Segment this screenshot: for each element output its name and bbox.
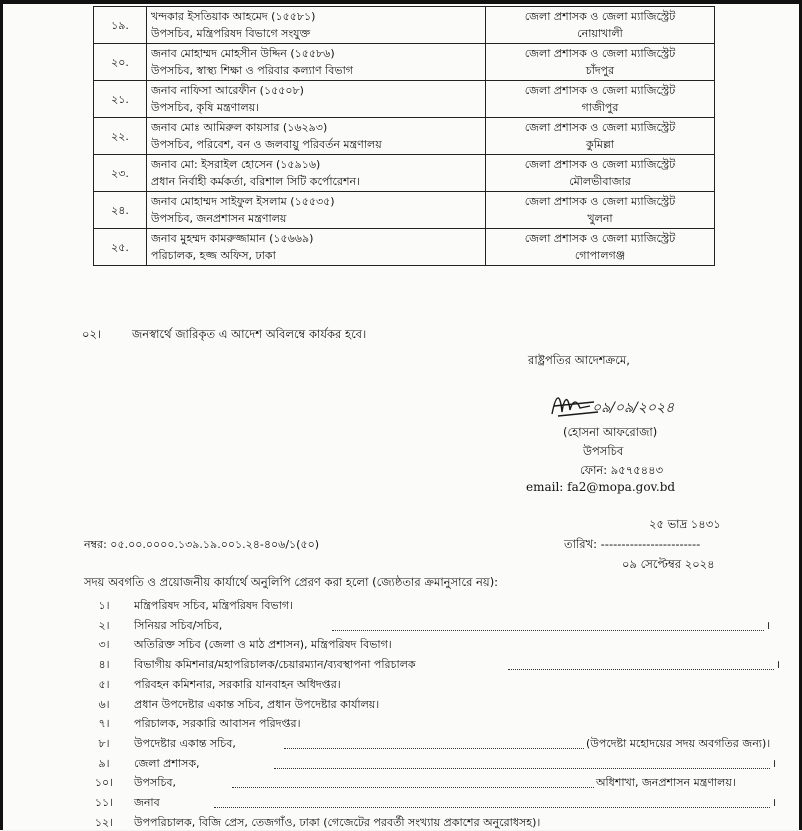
cc-text: উপদেষ্টার একান্ত সচিব, [134, 736, 236, 750]
bangla-date: ২৫ ভাদ্র ১৪৩১ [649, 517, 721, 531]
posting-district: গোপালগঞ্জ [574, 249, 626, 262]
list-item [84, 736, 771, 752]
officer-cell [147, 7, 486, 44]
posting-cell [486, 229, 715, 266]
posting-district: নোয়াখালী [577, 27, 623, 40]
table-row [94, 7, 715, 44]
posting-cell [486, 7, 715, 44]
officer-name: জনাব মুহম্মদ কামরুজ্জামান (১৫৬৬৯) [151, 232, 314, 245]
posting-district: গাজীপুর [581, 101, 619, 114]
officer-designation: পরিচালক, হজ্জ অফিস, ঢাকা [151, 249, 276, 262]
list-item [84, 815, 704, 831]
cc-text: উপসচিব, [134, 776, 177, 790]
cc-text-tail: (উপদেষ্টা মহোদয়ের সদয় অবগতির জন্য)। [586, 736, 771, 750]
cc-text-tail: । [772, 756, 777, 770]
officer-designation: উপসচিব, জনপ্রশাসন মন্ত্রণালয় [151, 212, 287, 225]
officer-name: জনাব মো: ইসরাইল হোসেন (১৫৯১৬) [151, 158, 321, 171]
serial-number: ২৩. [94, 155, 147, 192]
cc-text-tail: অধিশাখা, জনপ্রশাসন মন্ত্রণালয়। [596, 776, 736, 790]
list-item [84, 716, 704, 732]
posting-district: কুমিল্লা [586, 138, 614, 151]
cc-text: পরিবহন কমিশনার, সরকারি যানবাহন অধিদপ্তর। [134, 677, 341, 691]
fill-in-line [274, 758, 770, 769]
list-item [84, 657, 781, 673]
cc-intro: সদয় অবগতি ও প্রয়োজনীয় কার্যার্থে অনুলিপি প্রেরণ করা হলো (জ্যেষ্ঠতার ক্রমানুসারে নয়): [84, 575, 499, 589]
posting-title: জেলা প্রশাসক ও জেলা ম্যাজিস্ট্রেট [524, 84, 676, 97]
cc-number: ৬। [98, 697, 110, 711]
serial-number: ২০. [94, 44, 147, 81]
officer-designation: উপসচিব, পরিবেশ, বন ও জলবায়ু পরিবর্তন মন্ত্রণালয় [151, 138, 382, 151]
cc-text-tail: । [772, 796, 777, 809]
cc-number: ১০। [94, 776, 114, 790]
serial-number: ২১. [94, 81, 147, 118]
cc-text: উপপরিচালক, বিজি প্রেস, তেজগাঁও, ঢাকা (গেজেটের পরবর্তী সংখ্যায় প্রকাশের অনুরোধসহ)। [134, 815, 541, 829]
scan-edge-top [0, 0, 802, 4]
order-line: রাষ্ট্রপতির আদেশক্রমে, [528, 353, 630, 367]
cc-text: অতিরিক্ত সচিব (জেলা ও মাঠ প্রশাসন), মন্ত্রিপরিষদ বিভাগ। [134, 638, 392, 652]
officer-cell [147, 118, 486, 155]
officer-cell [147, 155, 486, 192]
signatory-title: উপসচিব [583, 444, 624, 458]
scan-edge-left [0, 0, 3, 830]
english-date: ০৯ সেপ্টেম্বর ২০২৪ [622, 557, 715, 571]
list-item [84, 775, 736, 791]
postings-table [93, 6, 715, 266]
posting-title: জেলা প্রশাসক ও জেলা ম্যাজিস্ট্রেট [524, 47, 676, 60]
cc-number: ৯। [98, 756, 110, 770]
officer-designation: প্রধান নির্বাহী কর্মকর্তা, বরিশাল সিটি কর্পোরেশন। [151, 175, 361, 188]
posting-cell [486, 44, 715, 81]
date-label: তারিখ: ------------------------ [564, 537, 701, 551]
posting-cell [486, 192, 715, 229]
cc-text: মন্ত্রিপরিষদ সচিব, মন্ত্রিপরিষদ বিভাগ। [134, 599, 294, 612]
cc-number: ১২। [94, 815, 114, 829]
list-item [84, 618, 771, 634]
posting-title: জেলা প্রশাসক ও জেলা ম্যাজিস্ট্রেট [524, 121, 676, 134]
cc-text: সিনিয়র সচিব/সচিব, [134, 618, 223, 632]
posting-cell [486, 81, 715, 118]
posting-district: খুলনা [587, 212, 613, 225]
serial-number: ২২. [94, 118, 147, 155]
cc-number: ৭। [98, 717, 110, 731]
list-item [84, 637, 704, 653]
fill-in-line [284, 738, 584, 749]
officer-designation: উপসচিব, মন্ত্রিপরিষদ বিভাগে সংযুক্ত [151, 27, 311, 40]
posting-cell [486, 118, 715, 155]
cc-number: ১১। [94, 796, 114, 809]
serial-number: ২৫. [94, 229, 147, 266]
signature-date: ০৯/০৯/২০২৪ [592, 400, 675, 416]
fill-in-line [332, 620, 764, 631]
signatory-phone: ফোন: ৯৫৭৫৪৪৩ [580, 463, 664, 477]
list-item [84, 756, 777, 772]
officer-designation: উপসচিব, স্বাস্থ্য শিক্ষা ও পরিবার কল্যাণ বিভাগ [151, 64, 354, 77]
fill-in-line [508, 659, 774, 670]
posting-title: জেলা প্রশাসক ও জেলা ম্যাজিস্ট্রেট [524, 158, 676, 171]
signatory-name: (হোসনা আফরোজা) [563, 425, 658, 439]
table-row [94, 192, 715, 229]
table-row [94, 118, 715, 155]
posting-cell [486, 155, 715, 192]
cc-number: ৮। [98, 736, 110, 750]
cc-number: ২। [98, 618, 110, 632]
cc-text: বিভাগীয় কমিশনার/মহাপরিচালক/চেয়ারম্যান/ব্যবস্থাপনা পরিচালক [134, 658, 416, 672]
officer-name: খন্দকার ইসতিয়াক আহমেদ (১৫৫৮১) [151, 10, 316, 23]
cc-text: জনাব [134, 796, 160, 809]
officer-cell [147, 81, 486, 118]
cc-number: ১। [98, 599, 110, 612]
officer-cell [147, 192, 486, 229]
table-row [94, 81, 715, 118]
officer-name: জনাব মোহাম্মদ মোহসীন উদ্দিন (১৫৫৮৬) [151, 47, 335, 60]
serial-number: ২৪. [94, 192, 147, 229]
signature-scribble-icon [546, 388, 696, 424]
cc-text: পরিচালক, সরকারি আবাসন পরিদপ্তর। [134, 717, 301, 731]
signatory-email: email: fa2@mopa.gov.bd [526, 480, 676, 494]
cc-number: ৪। [98, 658, 110, 672]
cc-text-tail: । [776, 658, 781, 672]
officer-cell [147, 229, 486, 266]
list-item [84, 795, 777, 811]
officer-name: জনাব নাফিসা আরেফীন (১৫৫০৮) [151, 84, 304, 97]
table-row [94, 44, 715, 81]
officer-name: জনাব মোহাম্মদ সাইফুল ইসলাম (১৫৫৩৫) [151, 195, 335, 208]
table-row [94, 155, 715, 192]
list-item [84, 677, 704, 693]
cc-text: প্রধান উপদেষ্টার একান্ত সচিব, প্রধান উপদেষ্টার কার্যালয়। [134, 697, 380, 711]
fill-in-line [232, 777, 594, 788]
posting-title: জেলা প্রশাসক ও জেলা ম্যাজিস্ট্রেট [524, 195, 676, 208]
officer-designation: উপসচিব, কৃষি মন্ত্রণালয়। [151, 101, 260, 114]
clause-number: ০২। [82, 327, 102, 341]
serial-number: ১৯. [94, 7, 147, 44]
clause-text: জনস্বার্থে জারিকৃত এ আদেশ অবিলম্বে কার্যকর হবে। [132, 327, 367, 341]
fill-in-line [214, 797, 770, 808]
cc-text-tail: । [766, 618, 771, 632]
posting-title: জেলা প্রশাসক ও জেলা ম্যাজিস্ট্রেট [524, 232, 676, 245]
cc-text: জেলা প্রশাসক, [134, 756, 200, 770]
posting-title: জেলা প্রশাসক ও জেলা ম্যাজিস্ট্রেট [524, 10, 676, 23]
officer-name: জনাব মোঃ আমিরুল কায়সার (১৬২৯৩) [151, 121, 328, 134]
list-item [84, 598, 704, 614]
cc-number: ৩। [98, 638, 110, 652]
list-item [84, 697, 704, 713]
memo-number: নম্বর: ০৫.০০.০০০০.১৩৯.১৯.০০১.২৪-৪০৬/১(৫০) [84, 538, 320, 551]
posting-district: মৌলভীবাজার [569, 175, 631, 188]
posting-district: চাঁদপুর [585, 64, 615, 77]
table-row [94, 229, 715, 266]
officer-cell [147, 44, 486, 81]
cc-number: ৫। [98, 677, 110, 691]
